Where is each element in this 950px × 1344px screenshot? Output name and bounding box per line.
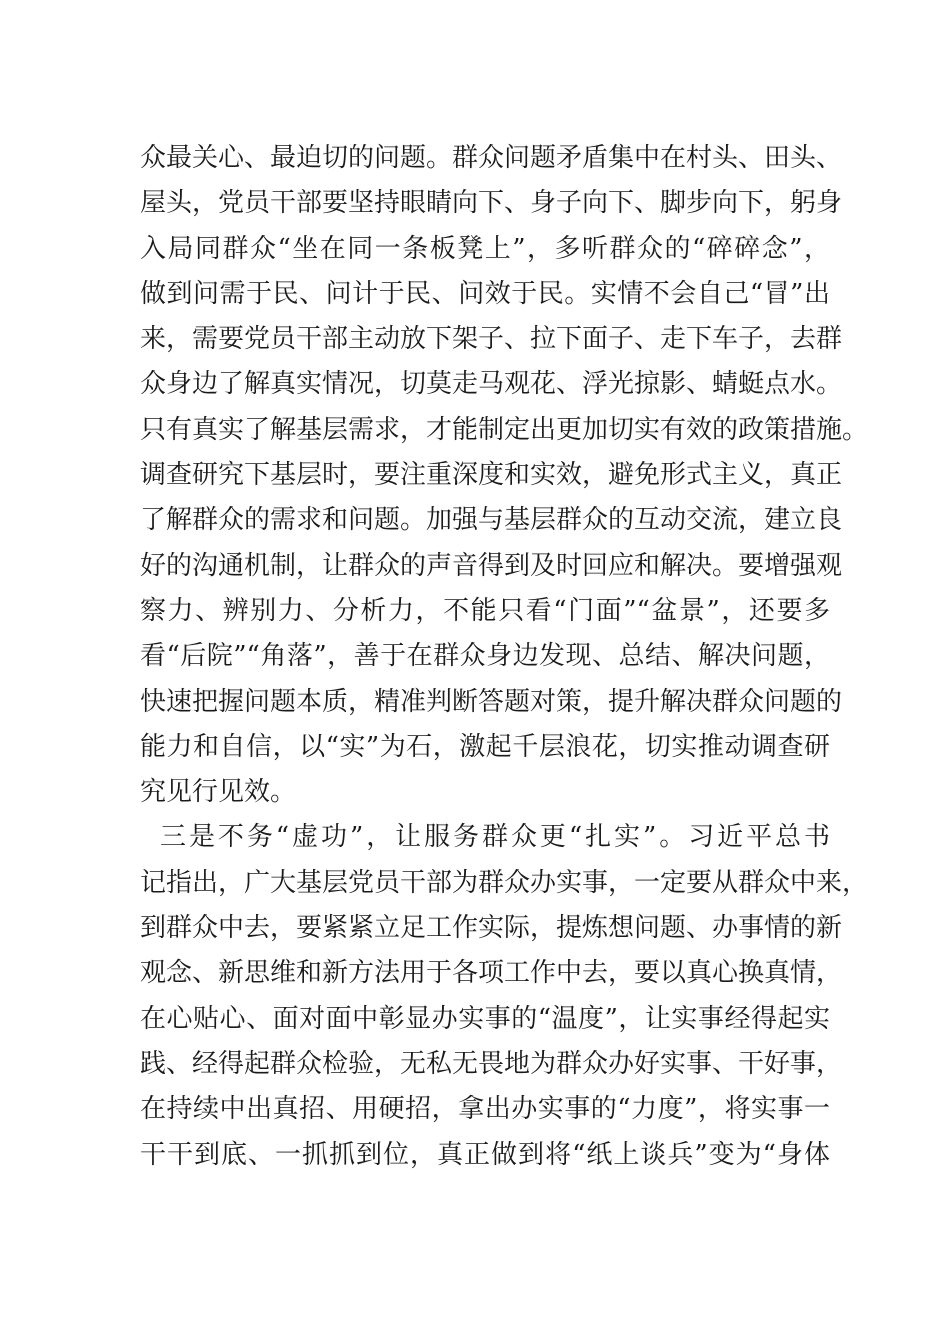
text-line: 做到问需于民、问计于民、问效于民。实情不会自己“冒”出: [140, 278, 830, 309]
text-line: 了解群众的需求和问题。加强与基层群众的互动交流，建立良: [140, 505, 843, 536]
text-line: 观念、新思维和新方法用于各项工作中去，要以真心换真情，: [140, 958, 843, 989]
text-line: 干干到底、一抓抓到位，真正做到将“纸上谈兵”变为“身体: [140, 1139, 830, 1170]
text-line: 记指出，广大基层党员干部为群众办实事，一定要从群众中来，: [140, 867, 869, 898]
text-line: 来，需要党员干部主动放下架子、拉下面子、走下车子，去群: [140, 324, 843, 355]
text-line: 看“后院”“角落”，善于在群众身边发现、总结、解决问题，: [140, 641, 830, 672]
text-line: 在心贴心、面对面中彰显办实事的“温度”，让实事经得起实: [140, 1003, 830, 1034]
text-line: 入局同群众“坐在同一条板凳上”，多听群众的“碎碎念”，: [140, 233, 830, 264]
text-line: 察力、辨别力、分析力，不能只看“门面”“盆景”，还要多: [140, 595, 830, 626]
text-line: 究见行见效。: [140, 777, 297, 808]
text-line: 能力和自信，以“实”为石，激起千层浪花，切实推动调查研: [140, 731, 830, 762]
text-line: 众身边了解真实情况，切莫走马观花、浮光掠影、蜻蜓点水。: [140, 369, 843, 400]
text-line: 好的沟通机制，让群众的声音得到及时回应和解决。要增强观: [140, 550, 843, 581]
text-line: 快速把握问题本质，精准判断答题对策，提升解决群众问题的: [140, 686, 843, 717]
text-line: 屋头，党员干部要坚持眼睛向下、身子向下、脚步向下，躬身: [140, 188, 843, 219]
text-line: 践、经得起群众检验，无私无畏地为群众办好实事、干好事，: [140, 1048, 843, 1079]
paragraph-2: [140, 815, 869, 1177]
text-line: 调查研究下基层时，要注重深度和实效，避免形式主义，真正: [140, 460, 843, 491]
text-line: 众最关心、最迫切的问题。群众问题矛盾集中在村头、田头、: [140, 143, 843, 173]
text-line: 到群众中去，要紧紧立足工作实际，提炼想问题、办事情的新: [140, 913, 843, 944]
paragraph-1: [140, 136, 869, 815]
text-line: 只有真实了解基层需求，才能制定出更加切实有效的政策措施。: [140, 414, 869, 445]
text-line: 三是不务“虚功”，让服务群众更“扎实”。习近平总书: [160, 822, 830, 853]
body-text: [140, 136, 869, 1178]
text-line: 在持续中出真招、用硬招，拿出办实事的“力度”，将实事一: [140, 1094, 830, 1125]
